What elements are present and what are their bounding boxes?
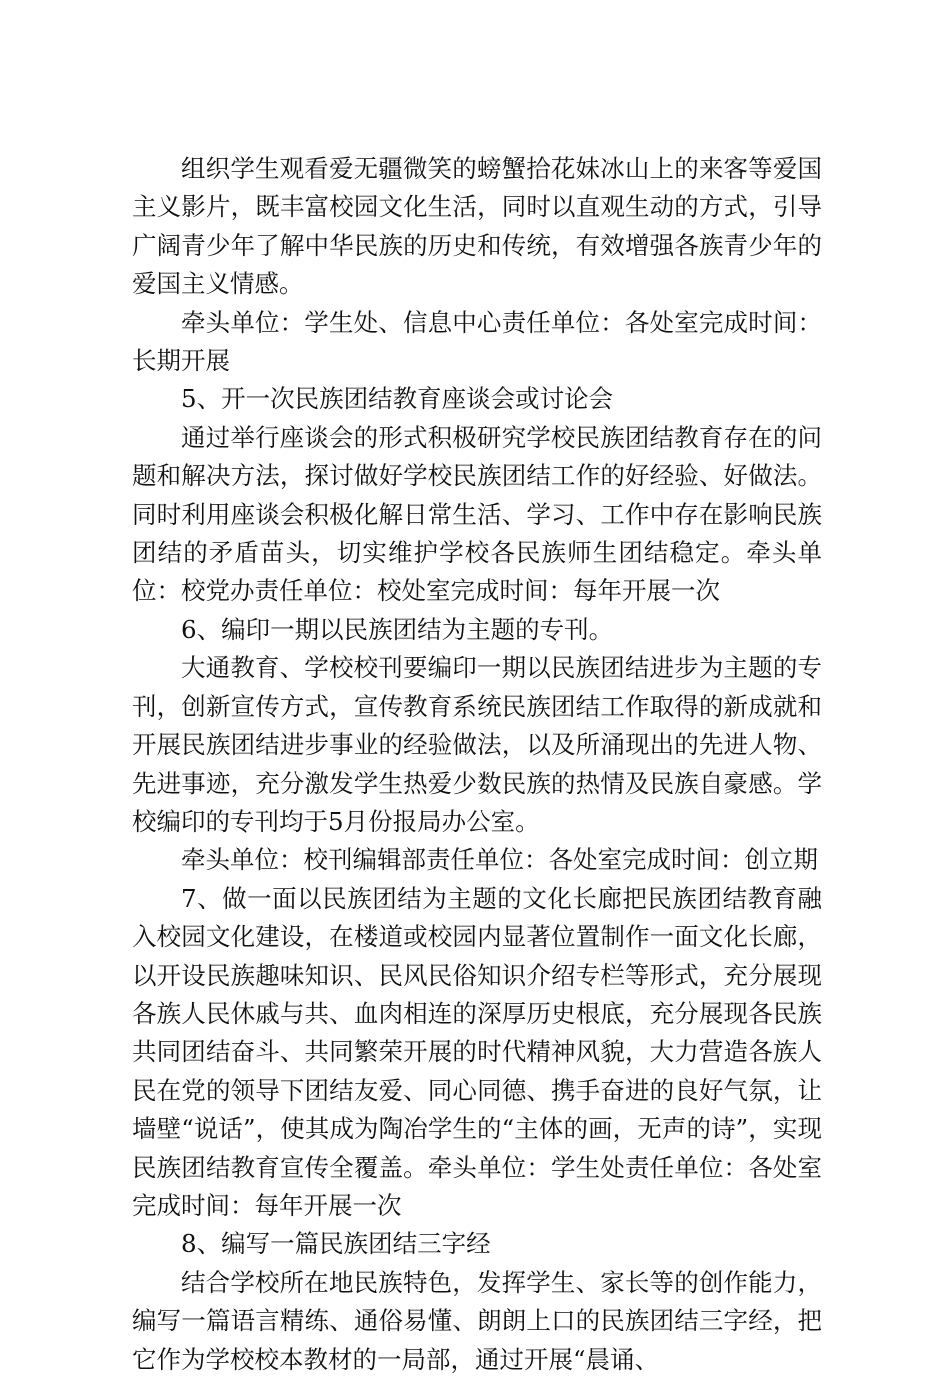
paragraph-heading-6: 6、编印一期以民族团结为主题的专刊。 [181,614,614,644]
paragraph-culture-corridor: 7、做一面以民族团结为主题的文化长廊把民族团结教育融入校园文化建设，在楼道或校园内显著位置制作一面文化长廊，以开设民族趣味知识、民风民俗知识介绍专栏等形式，充分展现各族人民休戚与共、血肉相连的深厚历史根底，充分展现各民族共同团结奋斗、共同繁荣开展的时代精神风貌，大力营造各族人民在党的领导下团结友爱、同心同德、携手奋进的良好气氛，让墙壁“说话”，使其成为陶冶学生的“主体的画，无声的诗”，实现民族团结教育宣传全覆盖。牵头单位：学生处责任单位：各处室完成时间：每年开展一次 [132,883,822,1220]
paragraph-heading-5: 5、开一次民族团结教育座谈会或讨论会 [181,384,614,414]
paragraph-special-issue: 大通教育、学校校刊要编印一期以民族团结进步为主题的专刊，创新宣传方式，宣传教育系统民族团结工作取得的新成就和开展民族团结进步事业的经验做法，以及所涌现出的先进人物、先进事迹，充分激发学生热爱少数民族的热情及民族自豪感。学校编印的专刊均于5月份报局办公室。 [132,653,822,836]
document-body [132,150,822,1379]
paragraph-responsibility-1: 牵头单位：学生处、信息中心责任单位：各处室完成时间：长期开展 [132,307,822,376]
paragraph-three-character-classic: 结合学校所在地民族特色，发挥学生、家长等的创作能力，编写一篇语言精练、通俗易懂、朗朗上口的民族团结三字经，把它作为学校校本教材的一局部，通过开展“晨诵、 [132,1267,822,1374]
paragraph-responsibility-2: 牵头单位：校刊编辑部责任单位：各处室完成时间：创立期 [181,845,818,875]
paragraph-symposium: 通过举行座谈会的形式积极研究学校民族团结教育存在的问题和解决方法，探讨做好学校民族团结工作的好经验、好做法。同时利用座谈会积极化解日常生活、学习、工作中存在影响民族团结的矛盾苗头，切实维护学校各民族师生团结稳定。牵头单位：校党办责任单位：校处室完成时间：每年开展一次 [132,422,822,606]
paragraph-heading-8: 8、编写一篇民族团结三字经 [181,1229,491,1259]
paragraph-patriotic-films: 组织学生观看爱无疆微笑的螃蟹拾花妹冰山上的来客等爱国主义影片，既丰富校园文化生活，同时以直观生动的方式，引导广阔青少年了解中华民族的历史和传统，有效增强各族青少年的爱国主义情感。 [132,154,822,299]
